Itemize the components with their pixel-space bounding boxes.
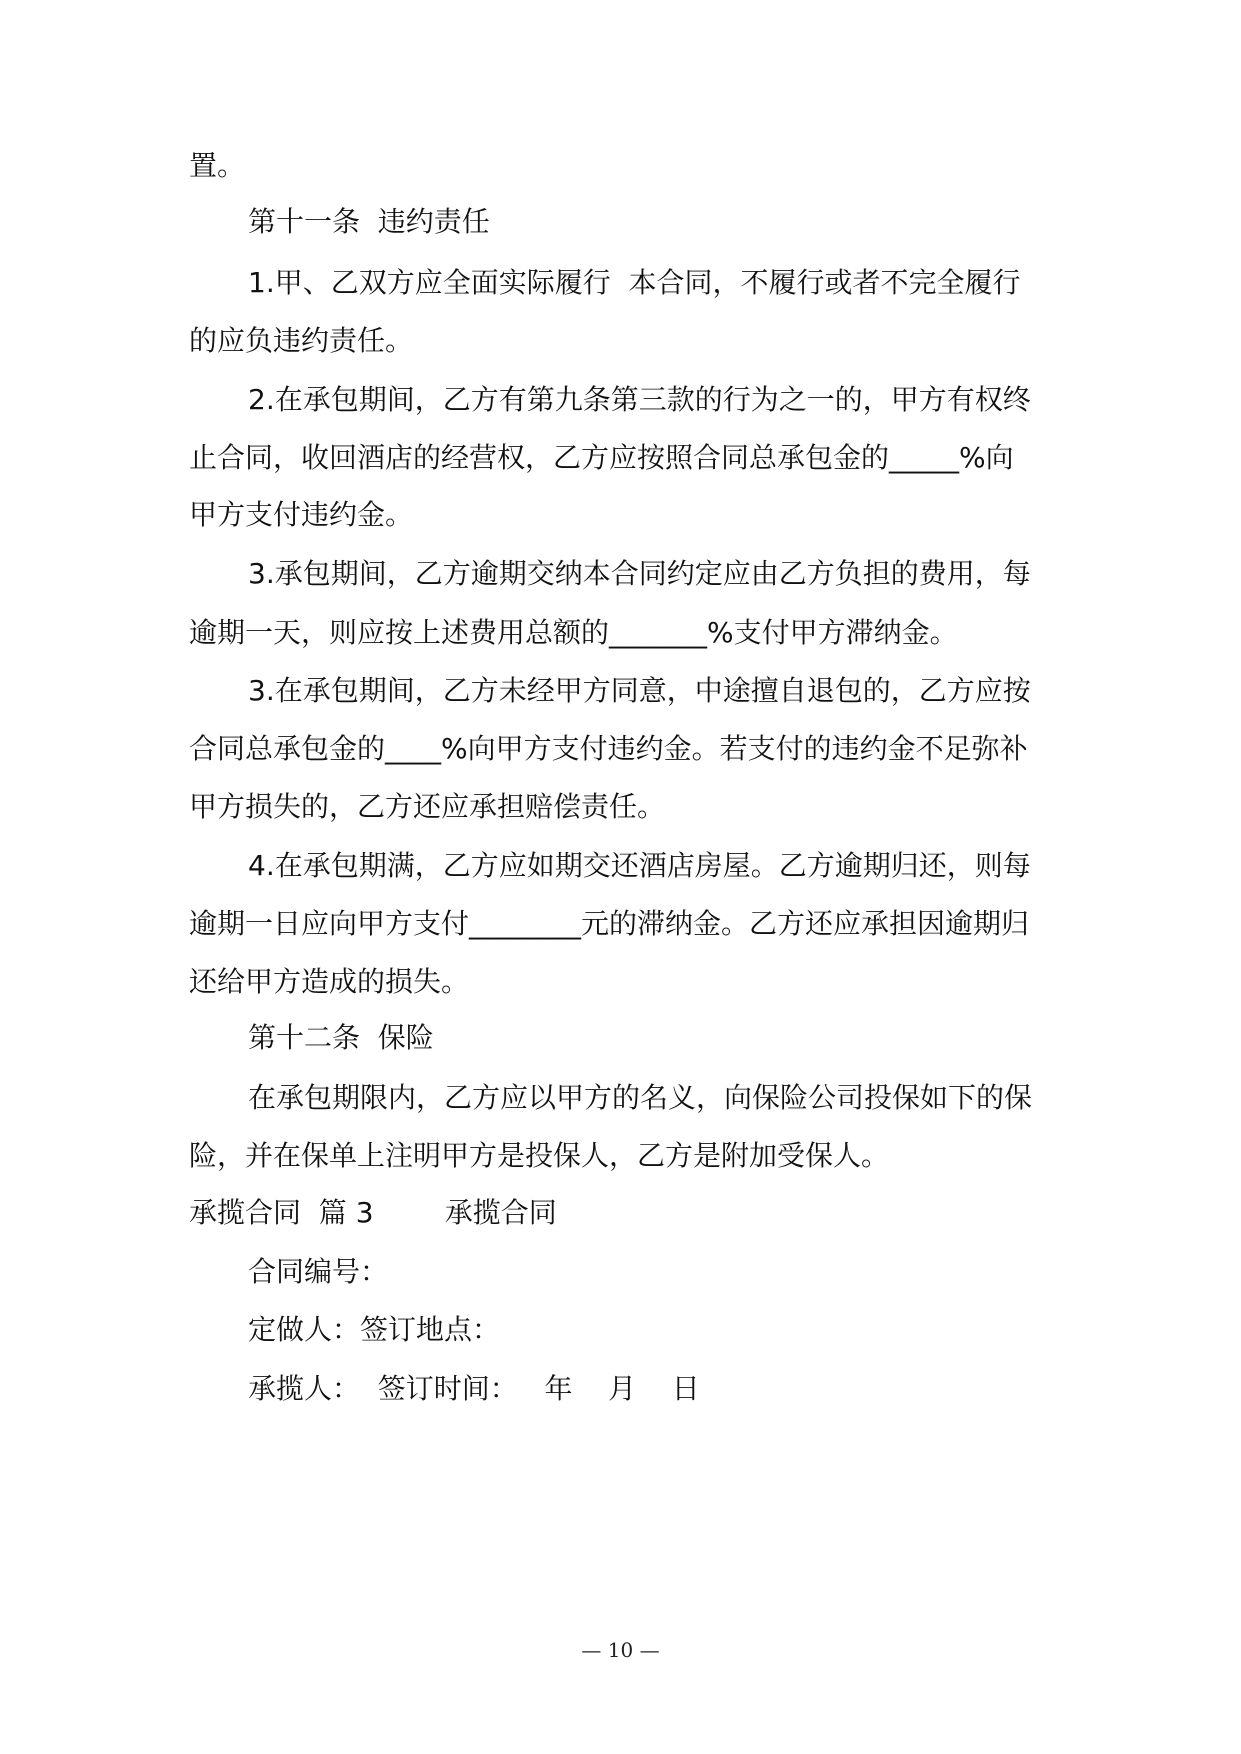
text-line: 3.承包期间，乙方逾期交纳本合同约定应由乙方负担的费用，每 [248,557,1031,590]
text-line: 还给甲方造成的损失。 [189,965,470,998]
text-line: 止合同，收回酒店的经营权，乙方应按照合同总承包金的_____%向 [189,441,1014,474]
form-field-label: 合同编号： [248,1255,389,1288]
text-line: 的应负违约责任。 [189,324,414,357]
text-line: 逾期一天，则应按上述费用总额的_______%支付甲方滞纳金。 [189,616,958,649]
text-line: 险，并在保单上注明甲方是投保人，乙方是附加受保人。 [189,1139,890,1172]
text-line: 合同总承包金的____%向甲方支付违约金。若支付的违约金不足弥补 [189,732,1028,765]
form-field-label: 承揽人： 签订时间： 年 月 日 [248,1372,700,1405]
text-line: 在承包期限内，乙方应以甲方的名义，向保险公司投保如下的保 [248,1081,1033,1114]
text-line: 置。 [189,149,246,182]
document-title: 承揽合同 篇 3 承揽合同 [189,1196,557,1229]
form-field-label: 定做人：签订地点： [248,1313,501,1346]
text-line: 3.在承包期间，乙方未经甲方同意，中途擅自退包的，乙方应按 [248,674,1031,707]
text-line: 逾期一日应向甲方支付________元的滞纳金。乙方还应承担因逾期归 [189,907,1030,940]
text-line: 1.甲、乙双方应全面实际履行 本合同，不履行或者不完全履行 [248,266,1021,299]
text-line: 4.在承包期满，乙方应如期交还酒店房屋。乙方逾期归还，则每 [248,849,1031,882]
text-line: 甲方支付违约金。 [189,498,414,531]
text-line: 甲方损失的，乙方还应承担赔偿责任。 [189,790,666,823]
section-heading: 第十二条 保险 [248,1021,434,1054]
page-number: — 10 — [581,1638,660,1662]
section-heading: 第十一条 违约责任 [248,205,490,238]
text-line: 2.在承包期间，乙方有第九条第三款的行为之一的，甲方有权终 [248,383,1031,416]
